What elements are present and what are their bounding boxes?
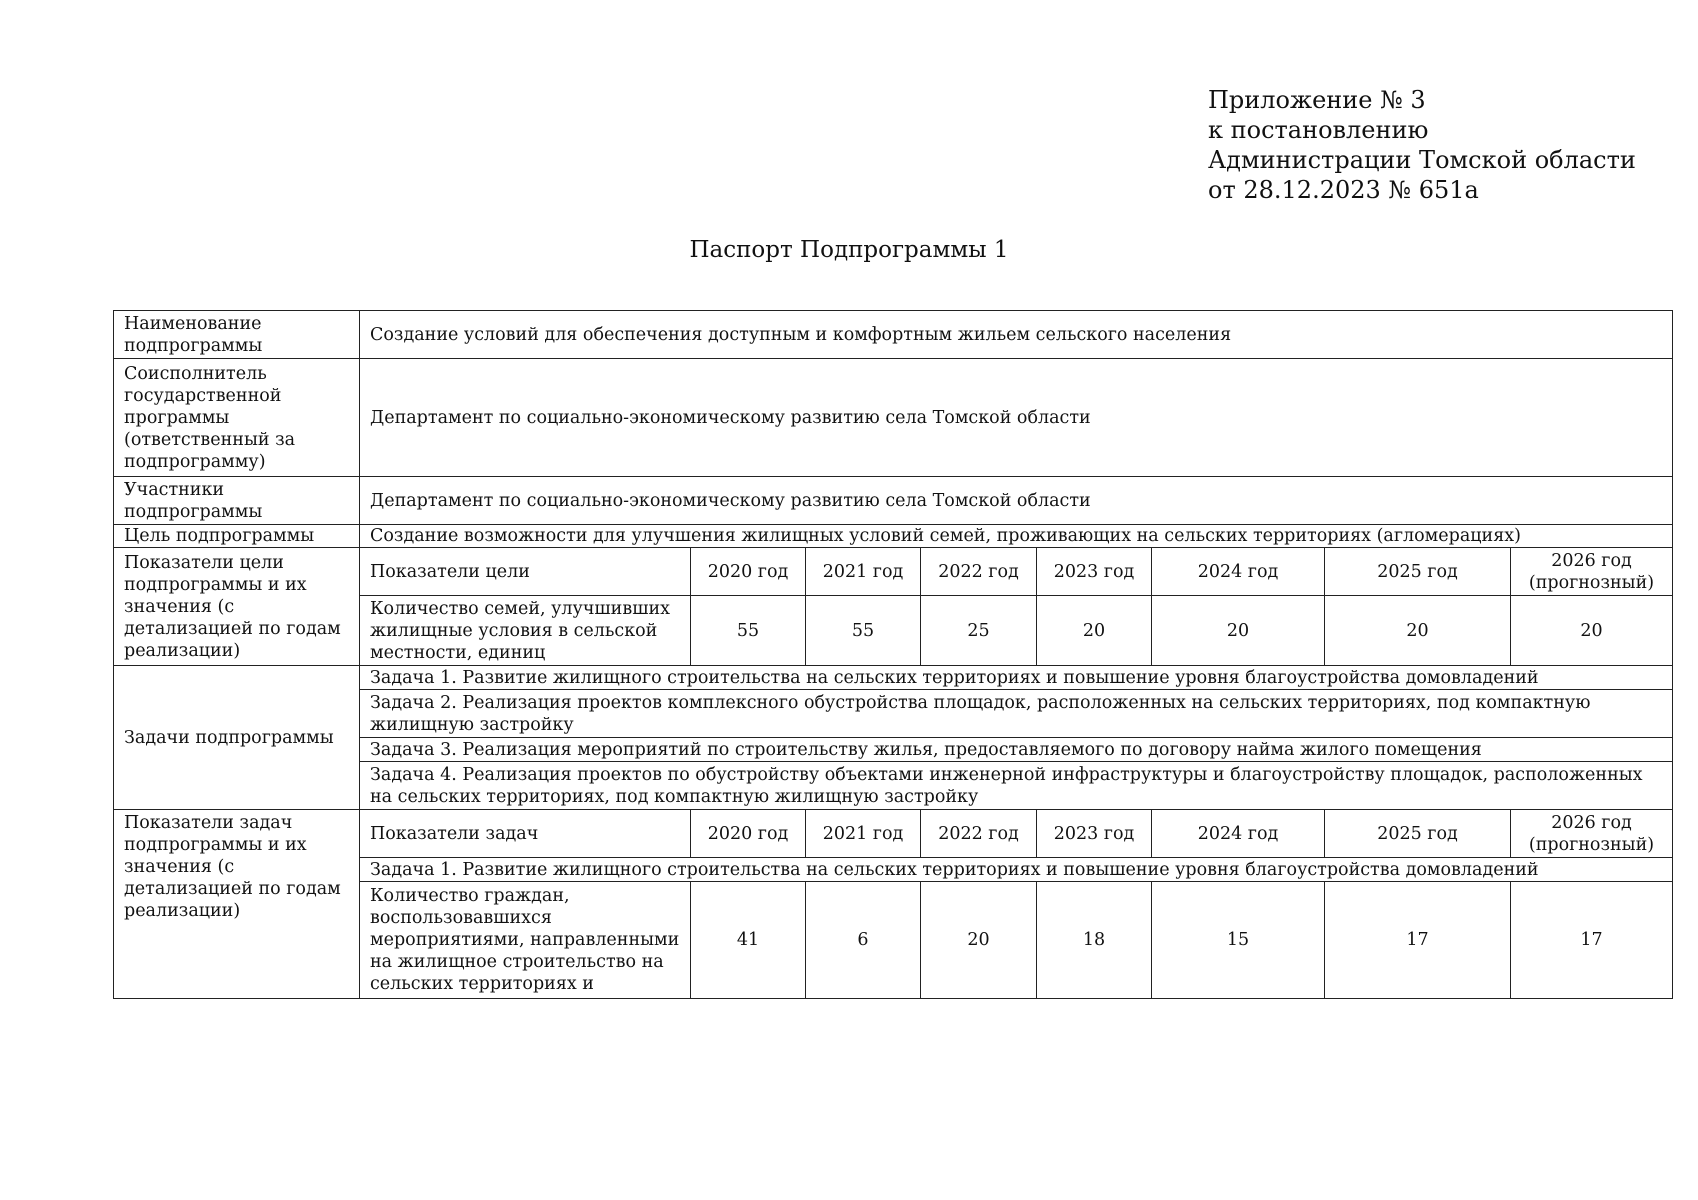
year-header: 2023 год — [1037, 810, 1152, 858]
task-item: Задача 3. Реализация мероприятий по строительству жилья, предоставляемого по договору найма жилого помещения — [360, 738, 1673, 762]
task-item: Задача 4. Реализация проектов по обустройству объектами инженерной инфраструктуры и благоустройству площадок, расположенных на сельских территориях, под компактную жилищную застройку — [360, 762, 1673, 810]
indicator-value: 20 — [1152, 596, 1325, 666]
row-label: Соисполнитель государственной программы (ответственный за подпрограмму) — [114, 359, 360, 477]
indicator-value: 17 — [1511, 882, 1673, 999]
appendix-line: от 28.12.2023 № 651а — [1208, 176, 1479, 204]
year-header: 2020 год — [691, 548, 806, 596]
indicator-value: 20 — [921, 882, 1037, 999]
table-row — [114, 525, 1673, 548]
indicator-name: Количество семей, улучшивших жилищные условия в сельской местности, единиц — [360, 596, 691, 666]
table-row — [114, 548, 1673, 596]
indicator-name: Количество граждан, воспользовавшихся мероприятиями, направленными на жилищное строительство на сельских территориях и — [360, 882, 691, 999]
table-row — [114, 810, 1673, 858]
appendix-block — [1208, 85, 1636, 205]
task-item: Задача 1. Развитие жилищного строительства на сельских территориях и повышение уровня благоустройства домовладений — [360, 666, 1673, 690]
year-header: 2026 год (прогнозный) — [1511, 810, 1673, 858]
table-row — [114, 311, 1673, 359]
indicator-value: 20 — [1037, 596, 1152, 666]
row-label: Показатели цели подпрограммы и их значения (с детализацией по годам реализации) — [114, 548, 360, 666]
indicator-value: 18 — [1037, 882, 1152, 999]
table-row — [114, 666, 1673, 690]
year-header: 2025 год — [1325, 548, 1511, 596]
indicator-value: 55 — [691, 596, 806, 666]
row-value: Создание условий для обеспечения доступным и комфортным жильем сельского населения — [360, 311, 1673, 359]
indicator-header: Показатели задач — [360, 810, 691, 858]
year-header: 2024 год — [1152, 548, 1325, 596]
year-header: 2021 год — [806, 810, 921, 858]
indicator-value: 20 — [1325, 596, 1511, 666]
row-value: Создание возможности для улучшения жилищных условий семей, проживающих на сельских территориях (агломерациях) — [360, 525, 1673, 548]
appendix-line: Администрации Томской области — [1208, 146, 1636, 174]
row-label: Задачи подпрограммы — [114, 666, 360, 810]
year-header: 2026 год (прогнозный) — [1511, 548, 1673, 596]
table-row — [114, 477, 1673, 525]
indicator-value: 41 — [691, 882, 806, 999]
row-label: Участники подпрограммы — [114, 477, 360, 525]
passport-table — [113, 310, 1673, 999]
year-header: 2023 год — [1037, 548, 1152, 596]
page-title: Паспорт Подпрограммы 1 — [689, 237, 1009, 263]
row-label: Цель подпрограммы — [114, 525, 360, 548]
indicator-header: Показатели цели — [360, 548, 691, 596]
table-row — [114, 359, 1673, 477]
year-header: 2022 год — [921, 548, 1037, 596]
year-header: 2021 год — [806, 548, 921, 596]
year-header: 2024 год — [1152, 810, 1325, 858]
appendix-line: Приложение № 3 — [1208, 86, 1426, 114]
row-label: Показатели задач подпрограммы и их значения (с детализацией по годам реализации) — [114, 810, 360, 999]
year-header: 2025 год — [1325, 810, 1511, 858]
task-item: Задача 2. Реализация проектов комплексного обустройства площадок, расположенных на сельских территориях, под компактную жилищную застройку — [360, 690, 1673, 738]
row-label: Наименование подпрограммы — [114, 311, 360, 359]
indicator-value: 17 — [1325, 882, 1511, 999]
indicator-value: 20 — [1511, 596, 1673, 666]
indicator-value: 15 — [1152, 882, 1325, 999]
row-value: Департамент по социально-экономическому развитию села Томской области — [360, 477, 1673, 525]
row-value: Департамент по социально-экономическому развитию села Томской области — [360, 359, 1673, 477]
year-header: 2020 год — [691, 810, 806, 858]
appendix-line: к постановлению — [1208, 116, 1429, 144]
task-item: Задача 1. Развитие жилищного строительства на сельских территориях и повышение уровня благоустройства домовладений — [360, 858, 1673, 882]
indicator-value: 25 — [921, 596, 1037, 666]
indicator-value: 55 — [806, 596, 921, 666]
year-header: 2022 год — [921, 810, 1037, 858]
indicator-value: 6 — [806, 882, 921, 999]
